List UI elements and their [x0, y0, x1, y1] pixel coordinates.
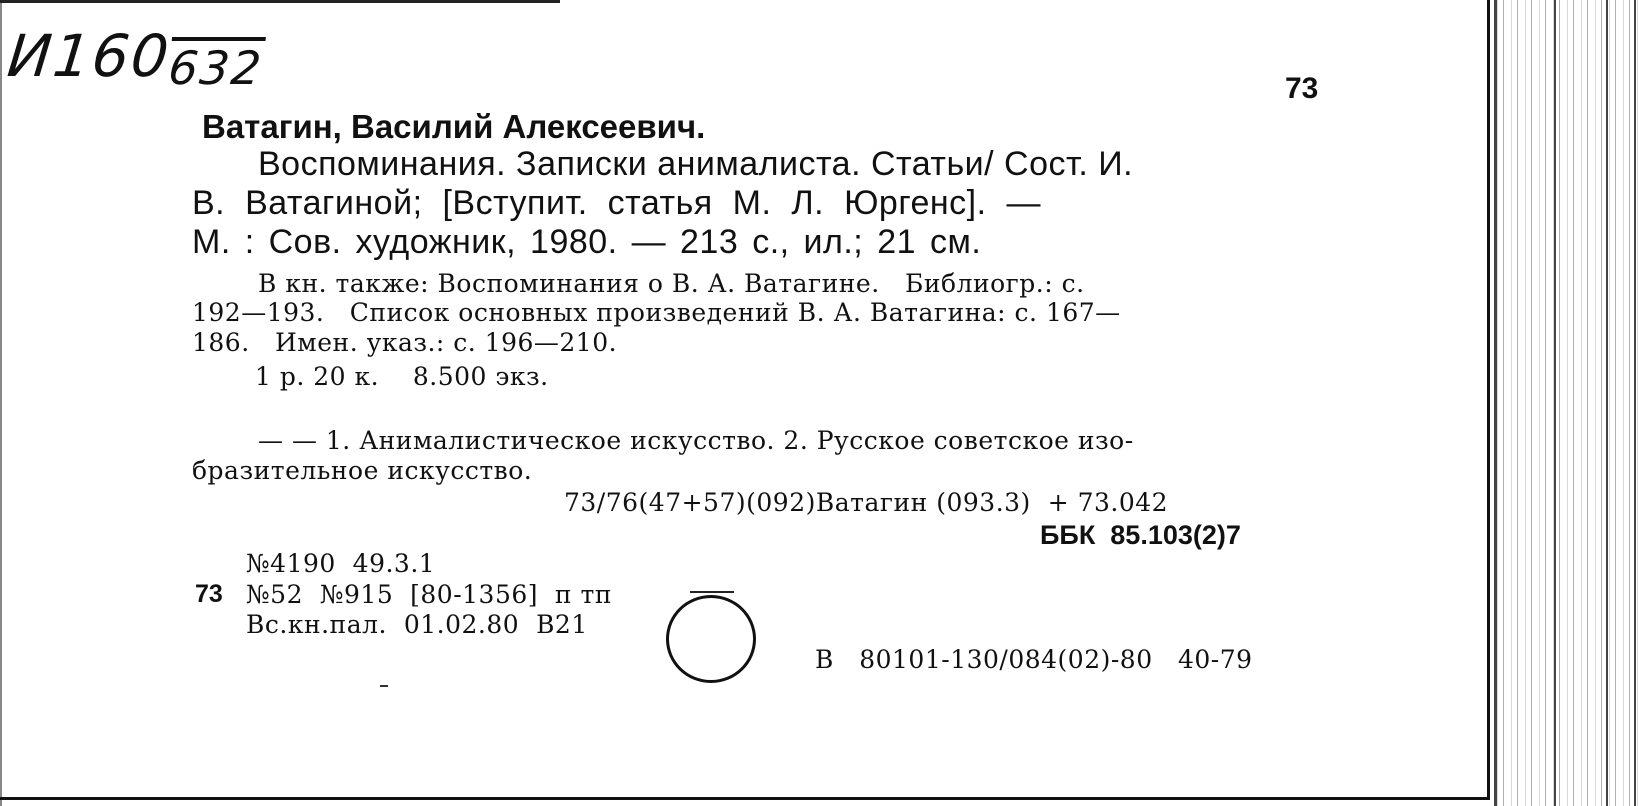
bbk-code: ББК 85.103(2)7 [1040, 520, 1241, 550]
card-stack-edges [1494, 0, 1643, 806]
note-line-2: 192—193. Список основных произведений В. А. Ватагина: с. 167— [192, 298, 1121, 327]
title-line-3: М. : Сов. художник, 1980. — 213 с., ил.; 21 см. [192, 223, 982, 261]
subject-line-1: — — 1. Анималистическое искусство. 2. Русское советское изо- [258, 426, 1134, 455]
stack-edge-2 [1554, 0, 1556, 806]
stack-edge-3 [1606, 0, 1608, 806]
price-line: 1 р. 20 к. 8.500 экз. [255, 362, 549, 391]
handwritten-code: И160 [4, 22, 174, 90]
print-prefix: 73 [195, 580, 223, 608]
handwritten-fraction: 632 [165, 41, 266, 95]
stack-edge-4 [1634, 0, 1636, 806]
title-line-1: Воспоминания. Записки анималиста. Статьи/ Сост. И. [258, 145, 1134, 183]
author-heading: Ватагин, Василий Алексеевич. [202, 108, 706, 145]
page-number: 73 [1285, 72, 1319, 105]
registration-number: №4190 49.3.1 [246, 549, 436, 578]
title-line-2: В. Ватагиной; [Вступит. статья М. Л. Юргенс]. — [192, 184, 1042, 222]
subject-line-2: бразительное искусство. [192, 456, 533, 485]
circle-stamp [666, 595, 756, 683]
chamber-date-line: Вс.кн.пал. 01.02.80 В21 [246, 610, 588, 639]
handwritten-shelfmark [4, 22, 267, 95]
note-line-3: 186. Имен. указ.: с. 196—210. [192, 328, 618, 357]
stack-edge-1 [1494, 0, 1497, 806]
classification-index: 73/76(47+57)(092)Ватагин (093.3) + 73.042 [564, 488, 1169, 517]
stray-mark [380, 685, 388, 687]
catalog-code: В 80101-130/084(02)-80 40-79 [815, 645, 1253, 674]
tp-underline [690, 591, 734, 593]
print-number: №52 №915 [80-1356] п тп [246, 580, 613, 609]
note-line-1: В кн. также: Воспоминания о В. А. Ватагине. Библиогр.: с. [258, 269, 1085, 298]
